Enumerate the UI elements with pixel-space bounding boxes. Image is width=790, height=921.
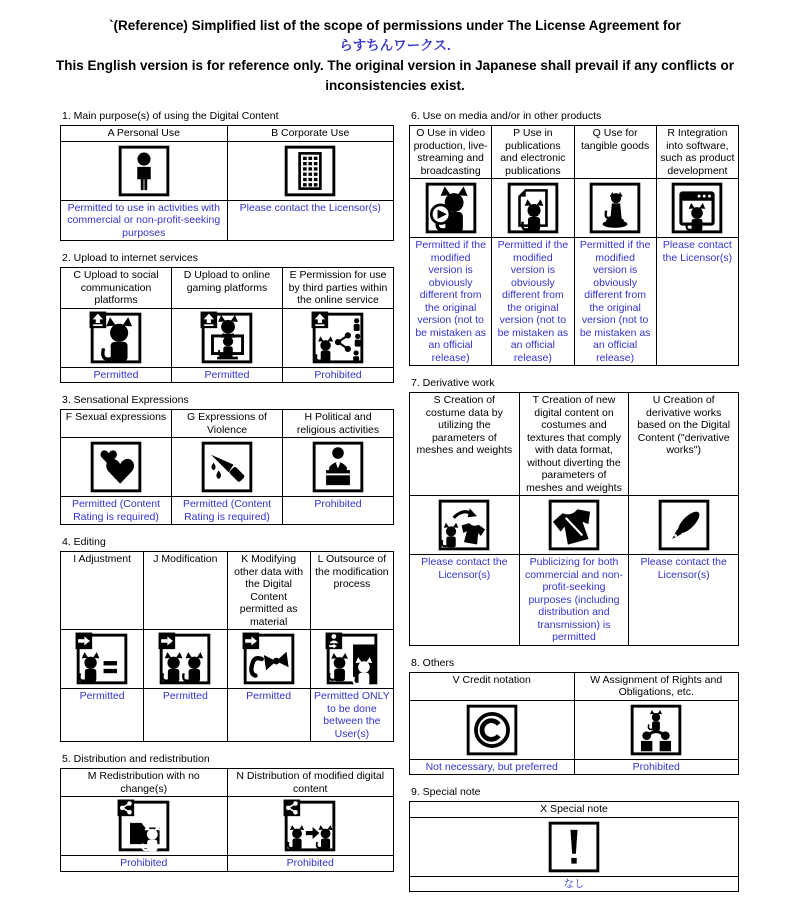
permission-section — [409, 657, 739, 776]
cell-header: F Sexual expressions — [61, 410, 172, 438]
hearts-icon — [88, 439, 144, 495]
section-label: 2. Upload to internet services — [62, 252, 198, 264]
cell-icon — [410, 496, 520, 555]
distribute-modified-icon — [282, 798, 338, 854]
permission-section — [409, 377, 739, 646]
cell-result: Permitted — [172, 367, 283, 383]
pen-icon — [656, 497, 712, 553]
building-icon — [282, 143, 338, 199]
cell-result: Permitted if the modified version is obviously different from the original version (not to be mistaken as an official release) — [410, 238, 492, 366]
permission-section — [60, 394, 394, 525]
two-column-layout — [0, 100, 790, 921]
section-label: 7. Derivative work — [411, 377, 495, 389]
cell-result: Prohibited — [574, 759, 739, 775]
adjust-icon — [74, 631, 130, 687]
permission-table — [409, 392, 739, 646]
cell-result: なし — [410, 876, 739, 892]
section-label: 1. Main purpose(s) of using the Digital Content — [62, 110, 279, 122]
upload-social-icon — [88, 310, 144, 366]
cell-header: O Use in video production, live-streaming and broadcasting — [410, 126, 492, 179]
redistribute-icon — [116, 798, 172, 854]
cell-result: Please contact the Licensor(s) — [227, 200, 394, 241]
cell-icon — [227, 797, 394, 856]
cell-icon — [410, 817, 739, 876]
cell-header: N Distribution of modified digital content — [227, 769, 394, 797]
cell-icon — [310, 630, 393, 689]
cell-header: D Upload to online gaming platforms — [172, 268, 283, 309]
assignment-icon — [628, 702, 684, 758]
left-column — [60, 110, 394, 883]
modify-material-icon — [241, 631, 297, 687]
permission-table — [409, 125, 739, 366]
cell-result: Permitted to use in activities with commercial or non-profit-seeking purposes — [61, 200, 228, 241]
permission-table — [60, 768, 394, 872]
cell-icon — [61, 438, 172, 497]
software-icon — [669, 180, 725, 236]
cell-result: Permitted (Content Rating is required) — [61, 497, 172, 525]
cell-icon — [61, 141, 228, 200]
cell-header: K Modifying other data with the Digital Content permitted as material — [227, 552, 310, 630]
cell-result: Prohibited — [283, 367, 394, 383]
cell-result: Permitted — [144, 689, 227, 742]
video-icon — [423, 180, 479, 236]
cell-result: Permitted — [61, 689, 144, 742]
cell-result: Prohibited — [61, 856, 228, 872]
cell-icon — [61, 308, 172, 367]
cell-result: Please contact the Licensor(s) — [629, 555, 739, 646]
permission-table — [409, 801, 739, 892]
cell-header: L Outsource of the modification process — [310, 552, 393, 630]
outsource-icon — [324, 631, 380, 687]
cell-header: R Integration into software, such as product development — [656, 126, 738, 179]
cell-icon — [283, 438, 394, 497]
cell-header: G Expressions of Violence — [172, 410, 283, 438]
cell-header: U Creation of derivative works based on the Digital Content ("derivative works") — [629, 393, 739, 496]
cell-header: P Use in publications and electronic publications — [492, 126, 574, 179]
cell-icon — [172, 308, 283, 367]
podium-icon — [310, 439, 366, 495]
permission-section — [60, 110, 394, 241]
cell-header: H Political and religious activities — [283, 410, 394, 438]
cell-header: V Credit notation — [410, 672, 575, 700]
cell-icon — [227, 141, 394, 200]
cell-icon — [61, 630, 144, 689]
cell-result: Permitted (Content Rating is required) — [172, 497, 283, 525]
cell-result: Publicizing for both commercial and non-profit-seeking purposes (including distribution and transmission) is permitted — [519, 555, 629, 646]
cell-result: Permitted if the modified version is obviously different from the original version (not to be mistaken as an official release) — [492, 238, 574, 366]
cell-result: Permitted if the modified version is obviously different from the original version (not to be mistaken as an official release) — [574, 238, 656, 366]
cell-icon — [656, 179, 738, 238]
permission-table — [60, 409, 394, 525]
title-line-2-japanese: らすちんワークス. — [339, 38, 451, 53]
costume-data-icon — [436, 497, 492, 553]
cell-icon — [574, 179, 656, 238]
cell-result: Please contact the Licensor(s) — [656, 238, 738, 366]
document-title — [0, 0, 790, 100]
permission-table — [60, 551, 394, 742]
section-label: 3. Sensational Expressions — [62, 394, 189, 406]
section-label: 8. Others — [411, 656, 455, 669]
cell-icon — [410, 179, 492, 238]
permission-table — [60, 267, 394, 383]
permission-section — [60, 753, 394, 872]
figurine-icon — [587, 180, 643, 236]
cell-icon — [519, 496, 629, 555]
costume-new-icon — [546, 497, 602, 553]
cell-result: Permitted — [227, 689, 310, 742]
cell-icon — [283, 308, 394, 367]
permission-table — [409, 672, 739, 776]
cell-icon — [144, 630, 227, 689]
cell-header: J Modification — [144, 552, 227, 630]
section-label: 9. Special note — [411, 786, 481, 798]
upload-gaming-icon — [199, 310, 255, 366]
cell-icon — [61, 797, 228, 856]
upload-thirdparty-icon — [310, 310, 366, 366]
modify-icon — [157, 631, 213, 687]
cell-header: Q Use for tangible goods — [574, 126, 656, 179]
cell-header: M Redistribution with no change(s) — [61, 769, 228, 797]
cell-header: S Creation of costume data by utilizing the parameters of meshes and weights — [410, 393, 520, 496]
cell-icon — [574, 700, 739, 759]
cell-header: B Corporate Use — [227, 126, 394, 142]
cell-header: I Adjustment — [61, 552, 144, 630]
cell-result: Prohibited — [227, 856, 394, 872]
person-icon — [116, 143, 172, 199]
permission-section — [409, 110, 739, 366]
knife-icon — [199, 439, 255, 495]
section-label: 5. Distribution and redistribution — [62, 753, 210, 765]
section-label: 6. Use on media and/or in other products — [411, 110, 602, 122]
permission-section — [60, 252, 394, 383]
permission-table — [60, 125, 394, 241]
cell-result: Permitted ONLY to be done between the User(s) — [310, 689, 393, 742]
cell-header: A Personal Use — [61, 126, 228, 142]
section-label: 4. Editing — [62, 536, 106, 548]
cell-icon — [227, 630, 310, 689]
cell-header: W Assignment of Rights and Obligations, etc. — [574, 672, 739, 700]
cell-result: Not necessary, but preferred — [410, 759, 575, 775]
right-column — [409, 110, 739, 903]
exclamation-icon — [546, 819, 602, 875]
title-line-3: This English version is for reference only. The original version in Japanese shall prevail if any conflicts or inconsistencies exist. — [56, 58, 734, 93]
cell-result: Prohibited — [283, 497, 394, 525]
cell-result: Permitted — [61, 367, 172, 383]
cell-result: Please contact the Licensor(s) — [410, 555, 520, 646]
cell-icon — [492, 179, 574, 238]
cell-header: E Permission for use by third parties within the online service — [283, 268, 394, 309]
copyright-icon — [464, 702, 520, 758]
publication-icon — [505, 180, 561, 236]
permission-section — [409, 786, 739, 892]
title-line-1: `(Reference) Simplified list of the scope of permissions under The License Agreement for — [109, 18, 681, 33]
permission-section — [60, 536, 394, 742]
cell-icon — [629, 496, 739, 555]
cell-icon — [410, 700, 575, 759]
cell-header: C Upload to social communication platforms — [61, 268, 172, 309]
cell-header: T Creation of new digital content on costumes and textures that comply with data format, without diverting the parameters of meshes and weights — [519, 393, 629, 496]
cell-header: X Special note — [410, 802, 739, 818]
cell-icon — [172, 438, 283, 497]
